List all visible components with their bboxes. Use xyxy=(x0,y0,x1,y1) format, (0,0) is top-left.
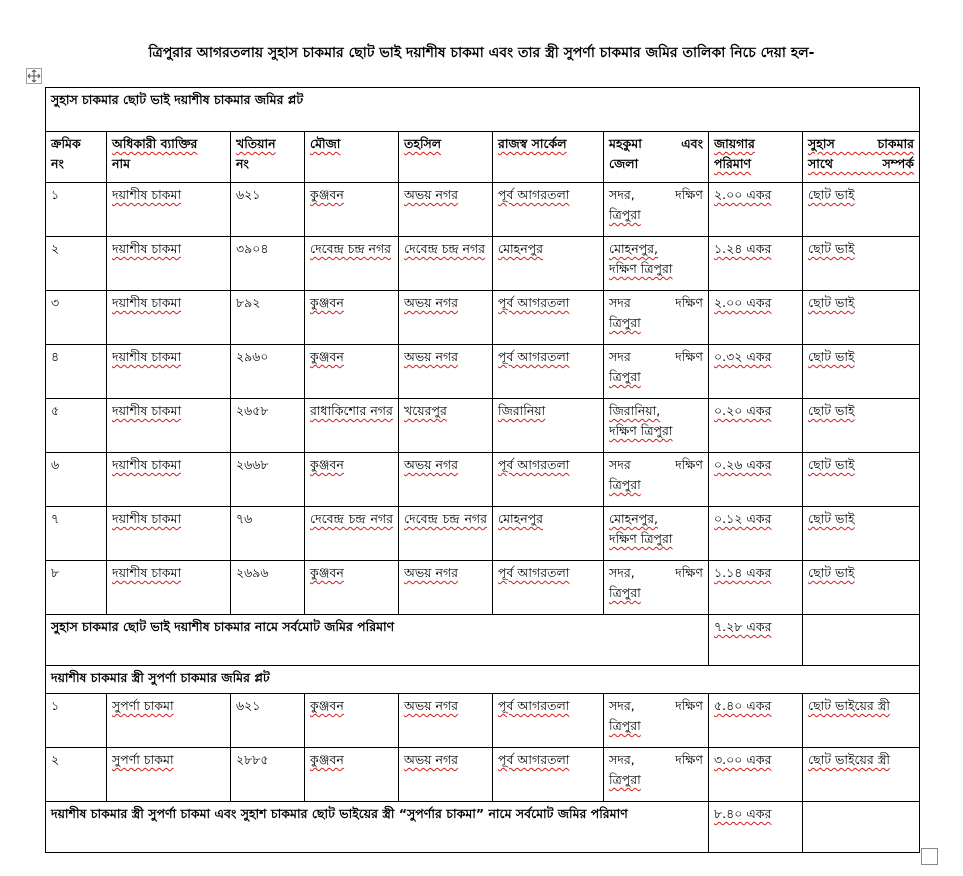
cell-khatian: ২৮৮৫ xyxy=(231,748,305,802)
cell-circle: জিরানিয়া xyxy=(493,399,604,453)
cell-serial: ৪ xyxy=(46,345,107,399)
header-serial: ক্রমিক নং xyxy=(46,132,107,183)
header-mouza: মৌজা xyxy=(305,132,399,183)
cell-mouza: কুঞ্জবন xyxy=(305,561,399,615)
cell-khatian: ২৬৯৬ xyxy=(231,561,305,615)
table-row xyxy=(46,561,920,615)
cell-subdivision: মোহনপুর, দক্ষিণ ত্রিপুরা xyxy=(604,237,709,291)
header-area: জায়গার পরিমাণ xyxy=(709,132,803,183)
cell-circle: পূর্ব আগরতলা xyxy=(493,183,604,237)
table-row xyxy=(46,507,920,561)
section2-total-empty xyxy=(803,802,920,853)
page-title: ত্রিপুরার আগরতলায় সুহাস চাকমার ছোট ভাই দয়াশীষ চাকমা এবং তার স্ত্রী সুপর্ণা চাকমার জমির তালিকা নিচে দেয়া হল- xyxy=(148,45,815,61)
table-resize-handle[interactable] xyxy=(921,848,938,865)
cell-tehsil: দেবেন্দ্র চন্দ্র নগর xyxy=(399,507,493,561)
cell-mouza: কুঞ্জবন xyxy=(305,345,399,399)
cell-serial: ২ xyxy=(46,237,107,291)
cell-relation: ছোট ভাই xyxy=(803,183,920,237)
cell-subdivision: সদর, দক্ষিণ ত্রিপুরা xyxy=(604,748,709,802)
cell-circle: পূর্ব আগরতলা xyxy=(493,345,604,399)
cell-mouza: কুঞ্জবন xyxy=(305,453,399,507)
cell-khatian: ৩৯০৪ xyxy=(231,237,305,291)
cell-tehsil: অভয় নগর xyxy=(399,748,493,802)
cell-subdivision: সদর দক্ষিণ ত্রিপুরা xyxy=(604,291,709,345)
table-row xyxy=(46,399,920,453)
cell-circle: মোহনপুর xyxy=(493,507,604,561)
cell-area: ২.০০ একর xyxy=(709,183,803,237)
cell-serial: ১ xyxy=(46,183,107,237)
cell-tehsil: অভয় নগর xyxy=(399,345,493,399)
cell-khatian: ২৬৬৮ xyxy=(231,453,305,507)
section2-total-label: দয়াশীষ চাকমার স্ত্রী সুপর্ণা চাকমা এবং সুহাশ চাকমার ছোট ভাইয়ের স্ত্রী “সুপর্ণার চাকমা” নামে সর্বমোট জমির পরিমাণ xyxy=(46,802,709,853)
cell-serial: ৬ xyxy=(46,453,107,507)
cell-relation: ছোট ভাইয়ের স্ত্রী xyxy=(803,694,920,748)
header-relation: সুহাস চাকমার সাথে সম্পর্ক xyxy=(803,132,920,183)
cell-tehsil: অভয় নগর xyxy=(399,453,493,507)
cell-owner: দয়াশীষ চাকমা xyxy=(107,237,231,291)
cell-area: ০.৩২ একর xyxy=(709,345,803,399)
section2-title: দয়াশীষ চাকমার স্ত্রী সুপর্ণা চাকমার জমির প্লট xyxy=(46,666,920,694)
cell-khatian: ৬২১ xyxy=(231,694,305,748)
cell-mouza: কুঞ্জবন xyxy=(305,183,399,237)
cell-serial: ২ xyxy=(46,748,107,802)
cell-owner: দয়াশীষ চাকমা xyxy=(107,507,231,561)
cell-subdivision: সদর, দক্ষিণ ত্রিপুরা xyxy=(604,183,709,237)
cell-serial: ৫ xyxy=(46,399,107,453)
section1-title-row xyxy=(46,88,920,132)
cell-circle: মোহনপুর xyxy=(493,237,604,291)
cell-subdivision: জিরানিয়া, দক্ষিণ ত্রিপুরা xyxy=(604,399,709,453)
cell-mouza: দেবেন্দ্র চন্দ্র নগর xyxy=(305,237,399,291)
cell-serial: ৮ xyxy=(46,561,107,615)
cell-area: ১.২৪ একর xyxy=(709,237,803,291)
cell-subdivision: সদর দক্ষিণ ত্রিপুরা xyxy=(604,345,709,399)
cell-area: ০.১২ একর xyxy=(709,507,803,561)
cell-khatian: ২৯৬০ xyxy=(231,345,305,399)
cell-tehsil: অভয় নগর xyxy=(399,291,493,345)
cell-circle: পূর্ব আগরতলা xyxy=(493,748,604,802)
cell-relation: ছোট ভাই xyxy=(803,507,920,561)
land-table xyxy=(45,87,920,853)
cell-area: ০.২০ একর xyxy=(709,399,803,453)
cell-khatian: ৮৯২ xyxy=(231,291,305,345)
cell-mouza: রাধাকিশোর নগর xyxy=(305,399,399,453)
cell-mouza: কুঞ্জবন xyxy=(305,748,399,802)
cell-tehsil: অভয় নগর xyxy=(399,694,493,748)
section1-total-label: সুহাস চাকমার ছোট ভাই দয়াশীষ চাকমার নামে সর্বমোট জমির পরিমাণ xyxy=(46,615,709,666)
cell-area: ২.০০ একর xyxy=(709,291,803,345)
cell-owner: সুপর্ণা চাকমা xyxy=(107,694,231,748)
cell-circle: পূর্ব আগরতলা xyxy=(493,694,604,748)
cell-serial: ১ xyxy=(46,694,107,748)
section1-total-row xyxy=(46,615,920,666)
header-tehsil: তহসিল xyxy=(399,132,493,183)
cell-mouza: দেবেন্দ্র চন্দ্র নগর xyxy=(305,507,399,561)
table-row xyxy=(46,237,920,291)
cell-subdivision: মোহনপুর, দক্ষিণ ত্রিপুরা xyxy=(604,507,709,561)
cell-owner: দয়াশীষ চাকমা xyxy=(107,399,231,453)
cell-area: ৫.৪০ একর xyxy=(709,694,803,748)
header-khatian: খতিয়ান নং xyxy=(231,132,305,183)
cell-khatian: ৬২১ xyxy=(231,183,305,237)
header-row xyxy=(46,132,920,183)
cell-relation: ছোট ভাই xyxy=(803,561,920,615)
section1-total-empty xyxy=(803,615,920,666)
cell-owner: সুপর্ণা চাকমা xyxy=(107,748,231,802)
table-row xyxy=(46,291,920,345)
table-row xyxy=(46,694,920,748)
section2-title-row xyxy=(46,666,920,694)
cell-subdivision: সদর দক্ষিণ ত্রিপুরা xyxy=(604,453,709,507)
table-row xyxy=(46,183,920,237)
header-owner: অধিকারী ব্যাক্তির নাম xyxy=(107,132,231,183)
cell-mouza: কুঞ্জবন xyxy=(305,291,399,345)
cell-tehsil: খয়েরপুর xyxy=(399,399,493,453)
cell-owner: দয়াশীষ চাকমা xyxy=(107,291,231,345)
cell-relation: ছোট ভাই xyxy=(803,399,920,453)
table-row xyxy=(46,748,920,802)
cell-tehsil: দেবেন্দ্র চন্দ্র নগর xyxy=(399,237,493,291)
section2-total-value: ৮.৪০ একর xyxy=(709,802,803,853)
cell-mouza: কুঞ্জবন xyxy=(305,694,399,748)
cell-khatian: ২৬৫৮ xyxy=(231,399,305,453)
cell-serial: ৭ xyxy=(46,507,107,561)
cell-area: ০.২৬ একর xyxy=(709,453,803,507)
table-move-handle-icon[interactable] xyxy=(26,68,42,84)
section1-title: সুহাস চাকমার ছোট ভাই দয়াশীষ চাকমার জমির প্লট xyxy=(46,88,920,132)
cell-khatian: ৭৬ xyxy=(231,507,305,561)
cell-relation: ছোট ভাইয়ের স্ত্রী xyxy=(803,748,920,802)
cell-serial: ৩ xyxy=(46,291,107,345)
cell-area: ৩.০০ একর xyxy=(709,748,803,802)
cell-circle: পূর্ব আগরতলা xyxy=(493,561,604,615)
cell-relation: ছোট ভাই xyxy=(803,237,920,291)
cell-relation: ছোট ভাই xyxy=(803,453,920,507)
section2-total-row xyxy=(46,802,920,853)
cell-owner: দয়াশীষ চাকমা xyxy=(107,183,231,237)
cell-owner: দয়াশীষ চাকমা xyxy=(107,345,231,399)
header-revenue-circle: রাজস্ব সার্কেল xyxy=(493,132,604,183)
cell-circle: পূর্ব আগরতলা xyxy=(493,291,604,345)
table-row xyxy=(46,345,920,399)
cell-tehsil: অভয় নগর xyxy=(399,561,493,615)
cell-owner: দয়াশীষ চাকমা xyxy=(107,453,231,507)
cell-relation: ছোট ভাই xyxy=(803,291,920,345)
cell-tehsil: অভয় নগর xyxy=(399,183,493,237)
cell-subdivision: সদর, দক্ষিণ ত্রিপুরা xyxy=(604,561,709,615)
cell-area: ১.১৪ একর xyxy=(709,561,803,615)
header-subdivision: মহকুমা এবং জেলা xyxy=(604,132,709,183)
table-row xyxy=(46,453,920,507)
cell-owner: দয়াশীষ চাকমা xyxy=(107,561,231,615)
cell-subdivision: সদর, দক্ষিণ ত্রিপুরা xyxy=(604,694,709,748)
section1-total-value: ৭.২৮ একর xyxy=(709,615,803,666)
cell-relation: ছোট ভাই xyxy=(803,345,920,399)
cell-circle: পূর্ব আগরতলা xyxy=(493,453,604,507)
